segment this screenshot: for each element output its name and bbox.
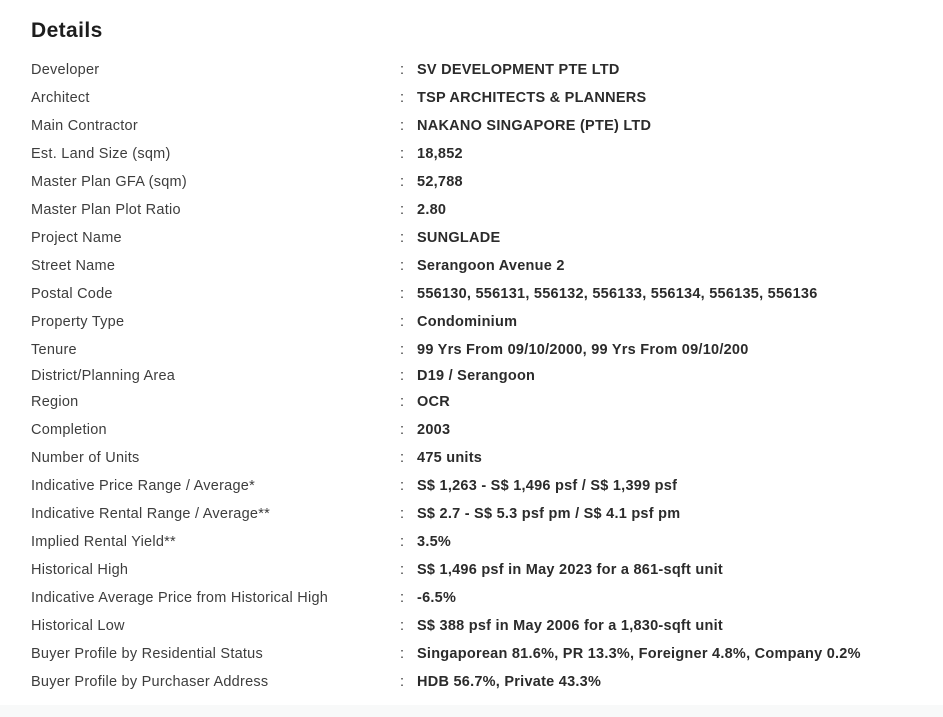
detail-label: Indicative Price Range / Average*: [31, 478, 256, 494]
colon-separator: :: [399, 618, 405, 634]
detail-label: Indicative Rental Range / Average**: [31, 506, 271, 522]
detail-value: OCR: [417, 394, 450, 410]
colon-separator: :: [399, 506, 405, 522]
colon-separator: :: [399, 422, 405, 438]
detail-label: Postal Code: [31, 286, 113, 302]
detail-row: [31, 364, 925, 388]
detail-row: [31, 500, 925, 528]
detail-label: Completion: [31, 422, 107, 438]
detail-row: [31, 336, 925, 364]
detail-label: Master Plan Plot Ratio: [31, 202, 181, 218]
page-title: Details: [31, 19, 103, 42]
detail-row: [31, 528, 925, 556]
detail-row: [31, 280, 925, 308]
detail-value: -6.5%: [417, 590, 457, 606]
detail-value: 556130, 556131, 556132, 556133, 556134, 556135, 556136: [417, 286, 818, 302]
detail-label: Est. Land Size (sqm): [31, 146, 171, 162]
detail-value: SUNGLADE: [417, 230, 501, 246]
detail-row: [31, 140, 925, 168]
detail-value: S$ 1,496 psf in May 2023 for a 861-sqft unit: [417, 562, 723, 578]
colon-separator: :: [399, 314, 405, 330]
detail-label: Street Name: [31, 258, 116, 274]
detail-value: NAKANO SINGAPORE (PTE) LTD: [417, 118, 652, 134]
detail-label: District/Planning Area: [31, 368, 176, 384]
colon-separator: :: [399, 62, 405, 78]
detail-row: [31, 308, 925, 336]
detail-row: [31, 416, 925, 444]
detail-row: [31, 84, 925, 112]
detail-row: [31, 252, 925, 280]
detail-value: S$ 1,263 - S$ 1,496 psf / S$ 1,399 psf: [417, 478, 678, 494]
colon-separator: :: [399, 118, 405, 134]
detail-value: Serangoon Avenue 2: [417, 258, 565, 274]
detail-label: Project Name: [31, 230, 122, 246]
colon-separator: :: [399, 646, 405, 662]
detail-label: Region: [31, 394, 79, 410]
detail-value: D19 / Serangoon: [417, 368, 536, 384]
detail-label: Historical High: [31, 562, 129, 578]
detail-value: HDB 56.7%, Private 43.3%: [417, 674, 602, 690]
detail-row: [31, 584, 925, 612]
detail-value: SV DEVELOPMENT PTE LTD: [417, 62, 620, 78]
detail-row: [31, 196, 925, 224]
detail-value: 475 units: [417, 450, 483, 466]
detail-label: Implied Rental Yield**: [31, 534, 176, 550]
detail-label: Property Type: [31, 314, 125, 330]
detail-label: Indicative Average Price from Historical High: [31, 590, 329, 606]
detail-row: [31, 388, 925, 416]
detail-label: Buyer Profile by Purchaser Address: [31, 674, 269, 690]
detail-value: Condominium: [417, 314, 518, 330]
detail-row: [31, 56, 925, 84]
colon-separator: :: [399, 394, 405, 410]
colon-separator: :: [399, 258, 405, 274]
colon-separator: :: [399, 562, 405, 578]
detail-label: Historical Low: [31, 618, 125, 634]
detail-value: 99 Yrs From 09/10/2000, 99 Yrs From 09/10/200: [417, 342, 749, 358]
detail-label: Tenure: [31, 342, 77, 358]
colon-separator: :: [399, 368, 405, 384]
detail-row: [31, 612, 925, 640]
detail-row: [31, 444, 925, 472]
colon-separator: :: [399, 90, 405, 106]
detail-value: S$ 388 psf in May 2006 for a 1,830-sqft unit: [417, 618, 723, 634]
detail-row: [31, 472, 925, 500]
colon-separator: :: [399, 478, 405, 494]
colon-separator: :: [399, 202, 405, 218]
colon-separator: :: [399, 590, 405, 606]
detail-row: [31, 640, 925, 668]
detail-row: [31, 556, 925, 584]
colon-separator: :: [399, 174, 405, 190]
detail-value: 52,788: [417, 174, 463, 190]
detail-row: [31, 112, 925, 140]
detail-row: [31, 224, 925, 252]
colon-separator: :: [399, 342, 405, 358]
detail-label: Developer: [31, 62, 100, 78]
detail-value: 2.80: [417, 202, 447, 218]
detail-label: Master Plan GFA (sqm): [31, 174, 187, 190]
colon-separator: :: [399, 230, 405, 246]
detail-row: [31, 168, 925, 196]
colon-separator: :: [399, 450, 405, 466]
detail-value: 3.5%: [417, 534, 452, 550]
detail-value: Singaporean 81.6%, PR 13.3%, Foreigner 4.8%, Company 0.2%: [417, 646, 861, 662]
next-section-edge: [0, 705, 943, 717]
detail-value: TSP ARCHITECTS & PLANNERS: [417, 90, 647, 106]
detail-row: [31, 668, 925, 696]
detail-label: Architect: [31, 90, 90, 106]
colon-separator: :: [399, 146, 405, 162]
detail-label: Main Contractor: [31, 118, 138, 134]
detail-value: 2003: [417, 422, 451, 438]
colon-separator: :: [399, 534, 405, 550]
detail-label: Buyer Profile by Residential Status: [31, 646, 263, 662]
colon-separator: :: [399, 674, 405, 690]
detail-value: 18,852: [417, 146, 463, 162]
colon-separator: :: [399, 286, 405, 302]
detail-value: S$ 2.7 - S$ 5.3 psf pm / S$ 4.1 psf pm: [417, 506, 681, 522]
details-rows: [31, 56, 925, 696]
detail-label: Number of Units: [31, 450, 140, 466]
